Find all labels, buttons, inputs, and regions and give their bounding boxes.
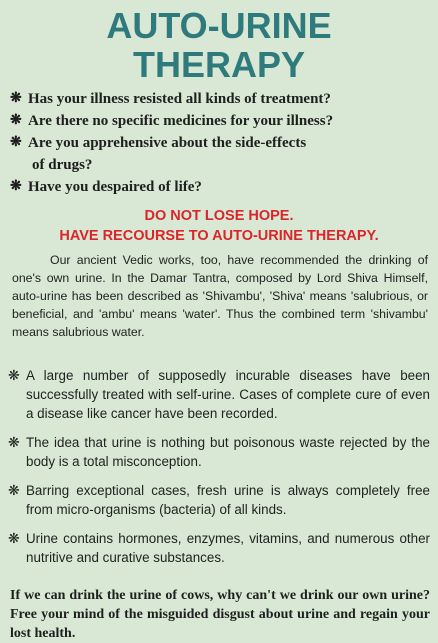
point-text: Barring exceptional cases, fresh urine is always completely free from micro-organisms (bacteria) of all kinds. [26,483,430,517]
closing-paragraph: If we can drink the urine of cows, why can't we drink our own urine? Free your mind of the misguided disgust about urine and regain your lost health. [10,588,430,641]
point-item [8,481,430,519]
slogan-line-2: HAVE RECOURSE TO AUTO-URINE THERAPY. [59,228,379,244]
point-text: Urine contains hormones, enzymes, vitamins, and numerous other nutritive and curative substances. [26,531,430,565]
bullet-icon: ❋ [8,482,20,498]
point-item [8,433,430,471]
bullet-icon: ❋ [8,530,20,546]
title-line-2: THERAPY [132,44,306,85]
question-text: Has your illness resisted all kinds of treatment? [28,91,331,107]
point-item [8,529,430,567]
point-list [8,366,430,577]
slogan-line-1: DO NOT LOSE HOPE. [144,208,294,224]
question-item [10,88,430,110]
bullet-icon: ❋ [8,367,20,383]
point-text: The idea that urine is nothing but poisonous waste rejected by the body is a total misconception. [26,435,430,469]
question-text: Have you despaired of life? [28,179,202,195]
bullet-icon: ❋ [10,135,22,150]
question-text: Are there no specific medicines for your illness? [28,113,334,129]
bullet-icon: ❋ [10,113,22,128]
intro-paragraph: Our ancient Vedic works, too, have recommended the drinking of one's own urine. In the Damar Tantra, composed by Lord Shiva Himself, auto-urine has been described as 'Shivambu', 'Shiva' means 'salubrious, or beneficial, and 'ambu' means 'water'. Thus the combined term 'shivambu' means salubrious water. [12,253,428,339]
bullet-icon: ❋ [10,91,22,106]
question-text: Are you apprehensive about the side-effects [28,135,307,151]
question-item [10,176,430,198]
question-continuation: of drugs? [32,157,93,173]
point-item [8,366,430,423]
question-item [10,110,430,132]
title-line-1: AUTO-URINE [106,5,332,46]
question-list [10,88,430,198]
bullet-icon: ❋ [10,179,22,194]
bullet-icon: ❋ [8,434,20,450]
point-text: A large number of supposedly incurable diseases have been successfully treated with self-urine. Cases of complete cure of even a disease like cancer have been recorded. [26,368,430,421]
question-item [10,132,430,154]
